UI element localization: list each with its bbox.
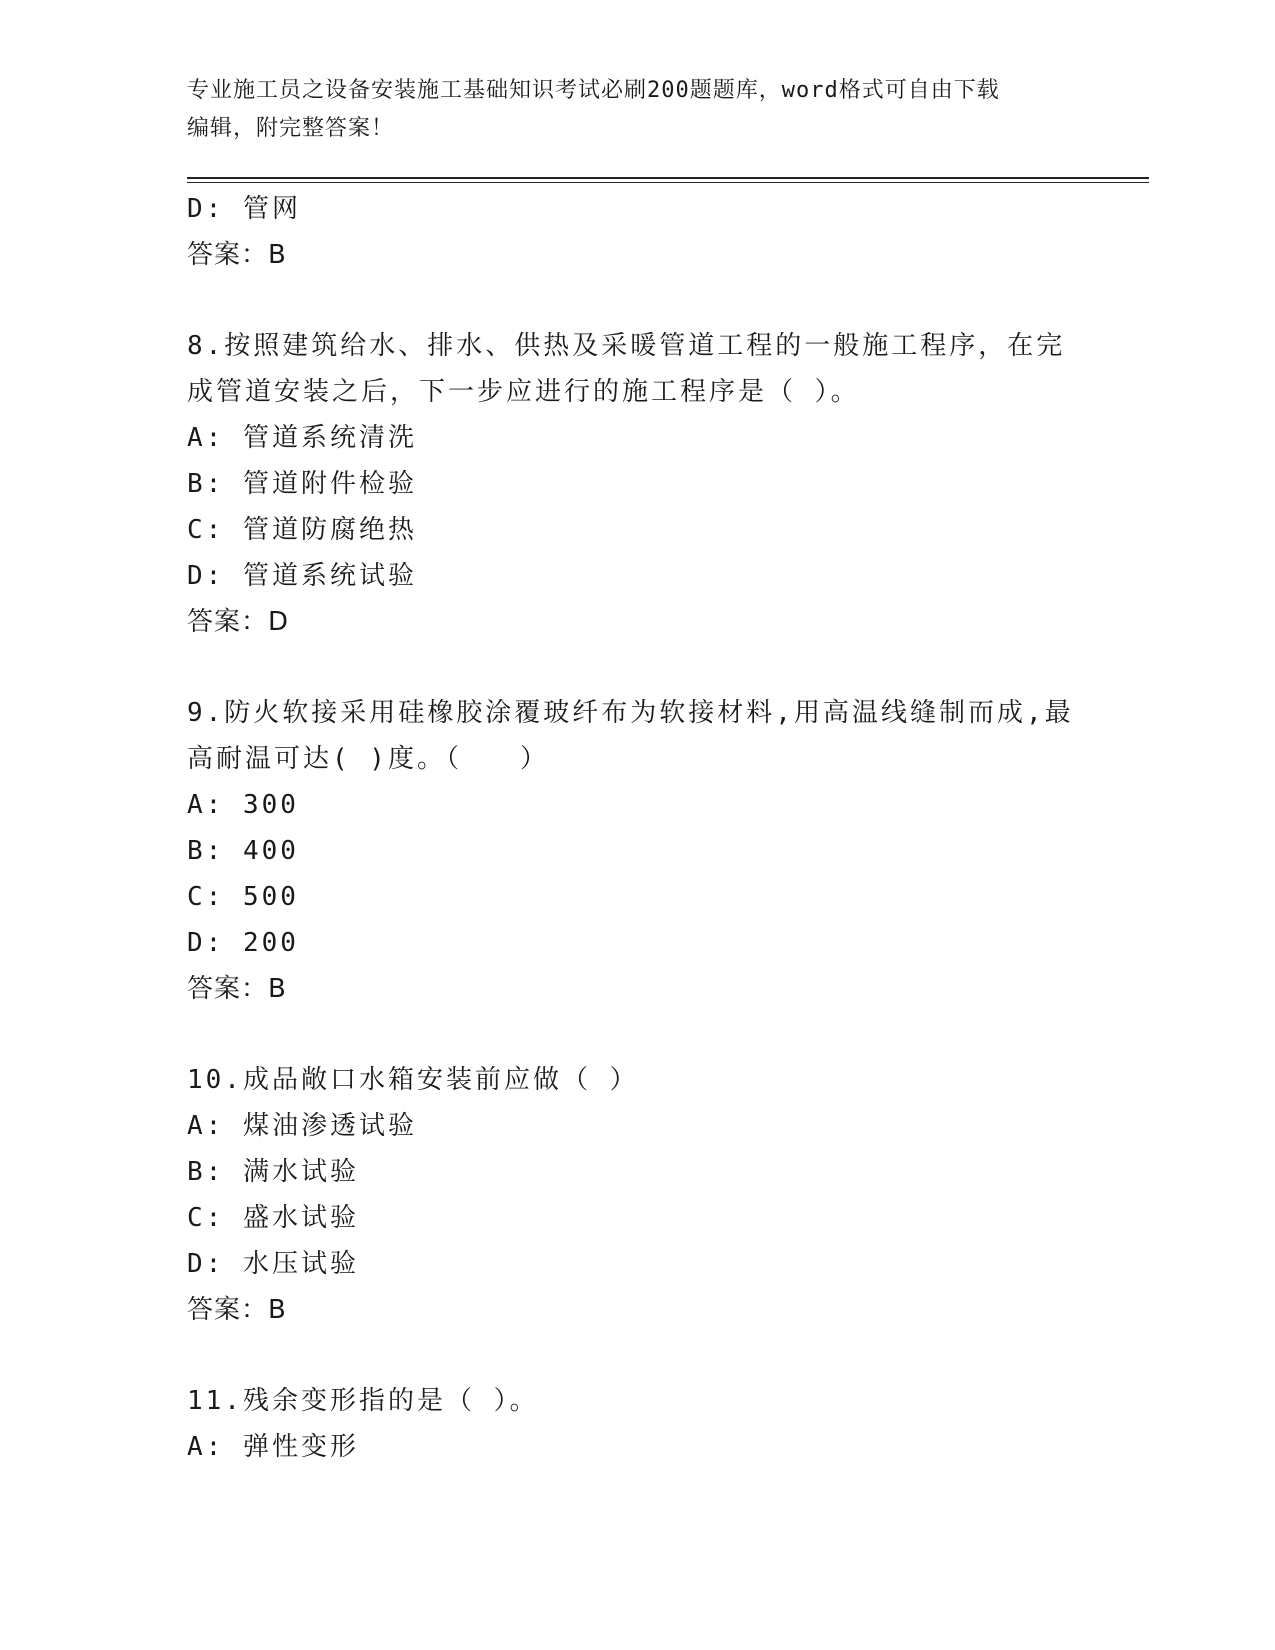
option-b: B: 满水试验 [187, 1157, 359, 1187]
option-c: C: 管道防腐绝热 [187, 515, 417, 545]
option-d: D: 200 [187, 928, 299, 958]
question-stem-line-2: 高耐温可达( )度。（ ） [187, 744, 549, 774]
question-8 [187, 323, 1087, 645]
option-a: A: 煤油渗透试验 [187, 1111, 417, 1141]
option-c: C: 500 [187, 882, 299, 912]
question-list [187, 186, 1087, 1470]
option-d: D: 管道系统试验 [187, 561, 417, 591]
question-stem-line-1: 10.成品敞口水箱安装前应做（ ） [187, 1065, 639, 1095]
header-line-1: 专业施工员之设备安装施工基础知识考试必刷200题题库，word格式可自由下载 [187, 78, 1000, 103]
document-header [187, 72, 1087, 148]
header-divider-thin [187, 182, 1149, 183]
question-11 [187, 1378, 1087, 1470]
header-divider-thick [187, 177, 1149, 179]
option-a: A: 300 [187, 790, 299, 820]
option-b: B: 400 [187, 836, 299, 866]
header-line-2: 编辑，附完整答案！ [187, 116, 395, 141]
question-stem-line-1: 11.残余变形指的是（ ）。 [187, 1386, 539, 1416]
question-10 [187, 1057, 1087, 1333]
option-b: B: 管道附件检验 [187, 469, 417, 499]
option-d: D: 管网 [187, 194, 301, 224]
answer: 答案：B [187, 240, 287, 270]
question-7-tail [187, 186, 1087, 278]
question-stem-line-1: 8.按照建筑给水、排水、供热及采暖管道工程的一般施工程序，在完 [187, 331, 1066, 361]
question-stem-line-1: 9.防火软接采用硅橡胶涂覆玻纤布为软接材料,用高温线缝制而成,最 [187, 698, 1074, 728]
question-9 [187, 690, 1087, 1012]
question-stem-line-2: 成管道安装之后，下一步应进行的施工程序是（ ）。 [187, 377, 860, 407]
option-d: D: 水压试验 [187, 1249, 359, 1279]
answer: 答案：D [187, 607, 290, 637]
option-a: A: 弹性变形 [187, 1432, 359, 1462]
answer: 答案：B [187, 974, 287, 1004]
option-c: C: 盛水试验 [187, 1203, 359, 1233]
answer: 答案：B [187, 1295, 287, 1325]
option-a: A: 管道系统清洗 [187, 423, 417, 453]
